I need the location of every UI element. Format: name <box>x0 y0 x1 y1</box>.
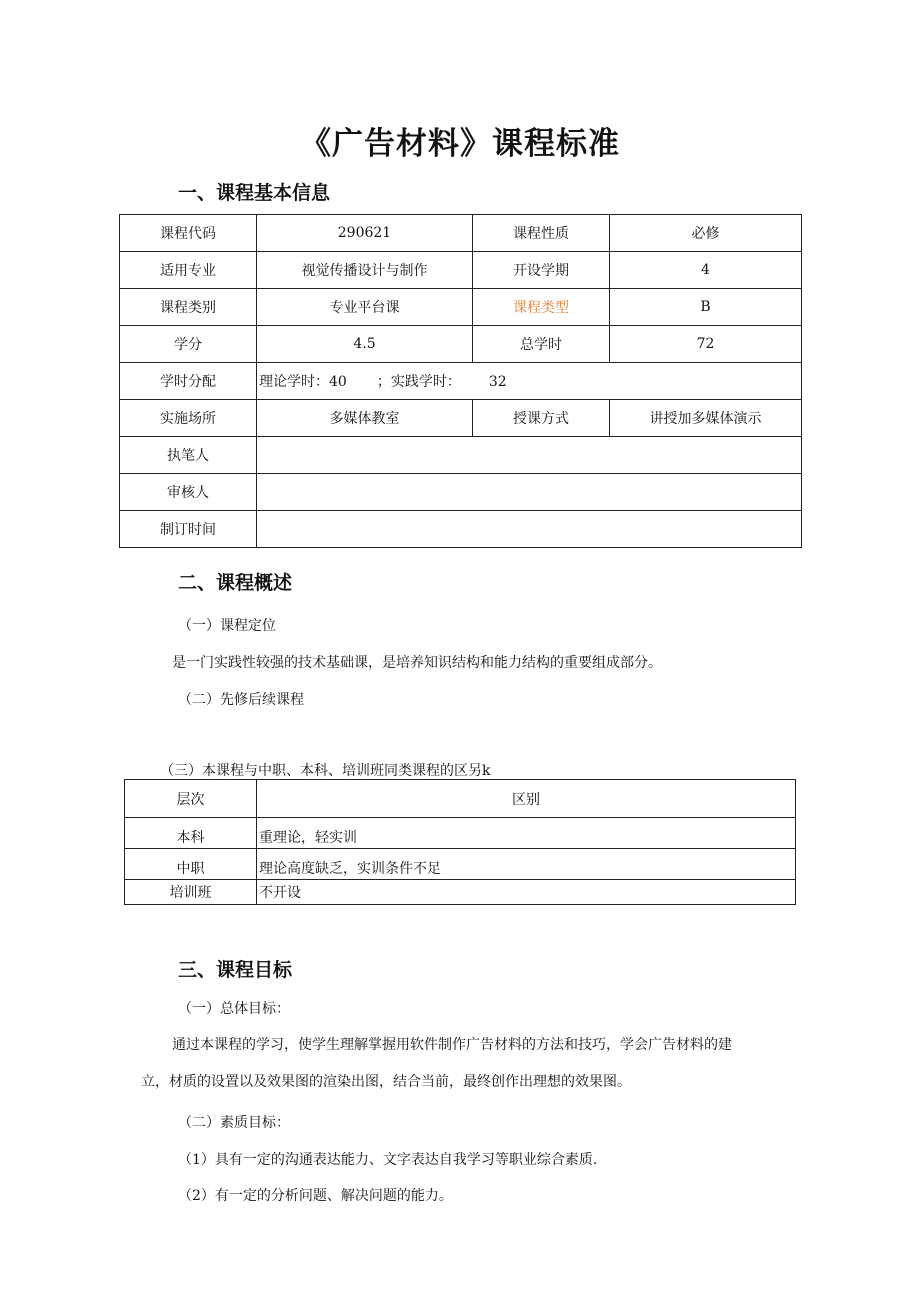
overall-goal-subheading: （一）总体目标： <box>178 1001 290 1017</box>
table-row <box>125 818 796 849</box>
venue-value: 多媒体教室 <box>257 400 473 437</box>
teaching-method-value: 讲授加多媒体演示 <box>610 400 802 437</box>
course-type-label: 课程类型 <box>473 289 610 326</box>
venue-label: 实施场所 <box>120 400 257 437</box>
level-cell: 培训班 <box>125 880 257 905</box>
course-nature-label: 课程性质 <box>473 215 610 252</box>
overall-goal-line2: 立，材质的设置以及效果图的渲染出图，结合当前，最终创作出理想的效果图。 <box>141 1074 631 1090</box>
category-value: 专业平台课 <box>257 289 473 326</box>
table-row <box>125 880 796 905</box>
date-label: 制订时间 <box>120 511 257 548</box>
table-row <box>120 363 802 400</box>
total-hours-value: 72 <box>610 326 802 363</box>
table-row <box>120 289 802 326</box>
reviewer-label: 审核人 <box>120 474 257 511</box>
hours-allocation-value <box>257 363 802 400</box>
difference-cell: 重理论，轻实训 <box>257 818 796 849</box>
quality-goal-subheading: （二）素质目标： <box>178 1115 290 1131</box>
page-title: 《广告材料》课程标准 <box>300 126 620 162</box>
difference-header: 区别 <box>257 780 796 818</box>
date-value <box>257 511 802 548</box>
positioning-paragraph: 是一门实践性较强的技术基础课，是培养知识结构和能力结构的重要组成部分。 <box>172 655 662 671</box>
semester-label: 开设学期 <box>473 252 610 289</box>
overall-goal-line1: 通过本课程的学习，使学生理解掌握用软件制作广告材料的方法和技巧，学会广告材料的建 <box>172 1037 732 1053</box>
table-row <box>120 215 802 252</box>
table-row <box>125 780 796 818</box>
practice-hours-value: 32 <box>488 374 507 390</box>
major-value: 视觉传播设计与制作 <box>257 252 473 289</box>
author-value <box>257 437 802 474</box>
difference-cell: 不开设 <box>257 880 796 905</box>
table-row <box>120 326 802 363</box>
theory-hours: 理论学时：40 <box>259 374 347 390</box>
author-label: 执笔人 <box>120 437 257 474</box>
level-cell: 中职 <box>125 849 257 880</box>
major-label: 适用专业 <box>120 252 257 289</box>
credit-label: 学分 <box>120 326 257 363</box>
positioning-subheading: （一）课程定位 <box>178 618 276 634</box>
practice-hours-label: ；实践学时： <box>376 374 461 390</box>
level-header: 层次 <box>125 780 257 818</box>
semester-value: 4 <box>610 252 802 289</box>
comparison-subheading: （三）本课程与中职、本科、培训班同类课程的区另k <box>160 763 491 779</box>
hours-allocation-label: 学时分配 <box>120 363 257 400</box>
section1-heading: 一、课程基本信息 <box>178 182 331 204</box>
section2-heading: 二、课程概述 <box>178 572 293 594</box>
teaching-method-label: 授课方式 <box>473 400 610 437</box>
table-row <box>120 400 802 437</box>
course-nature-value: 必修 <box>610 215 802 252</box>
table-row <box>120 252 802 289</box>
difference-cell: 理论高度缺乏，实训条件不足 <box>257 849 796 880</box>
total-hours-label: 总学时 <box>473 326 610 363</box>
table-row <box>125 849 796 880</box>
prerequisite-subheading: （二）先修后续课程 <box>178 692 304 708</box>
comparison-table <box>124 779 796 905</box>
course-type-value: B <box>610 289 802 326</box>
quality-goal-item: （1）具有一定的沟通表达能力、文字表达自我学习等职业综合素质. <box>178 1152 598 1168</box>
table-row <box>120 437 802 474</box>
quality-goal-item: （2）有一定的分析问题、解决问题的能力。 <box>178 1188 453 1204</box>
section3-heading: 三、课程目标 <box>178 959 293 981</box>
course-info-table <box>119 214 802 548</box>
table-row <box>120 474 802 511</box>
credit-value: 4.5 <box>257 326 473 363</box>
course-code-value: 290621 <box>257 215 473 252</box>
table-row <box>120 511 802 548</box>
level-cell: 本科 <box>125 818 257 849</box>
course-code-label: 课程代码 <box>120 215 257 252</box>
reviewer-value <box>257 474 802 511</box>
category-label: 课程类别 <box>120 289 257 326</box>
